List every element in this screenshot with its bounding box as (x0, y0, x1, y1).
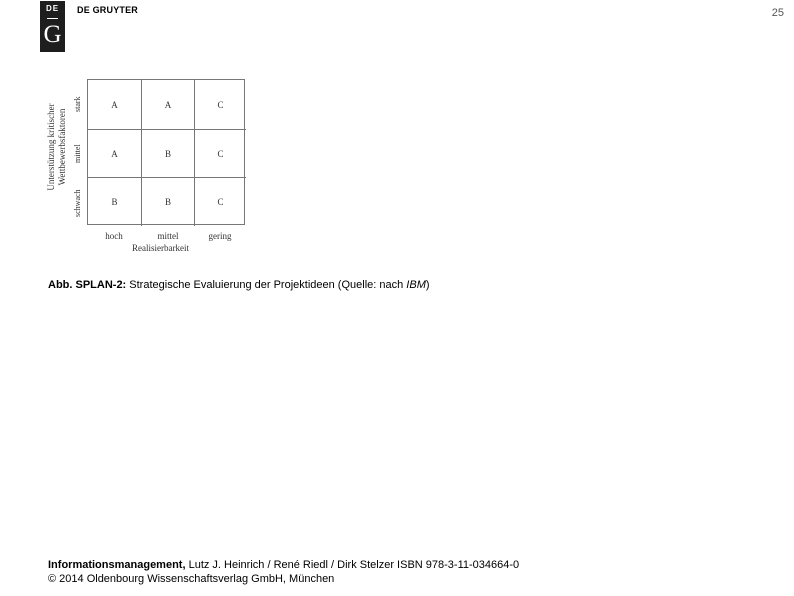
footer-authors: Lutz J. Heinrich / René Riedl / Dirk Stelzer ISBN 978-3-11-034664-0 (185, 559, 520, 571)
logo-divider (47, 18, 58, 19)
col-label-mittel: mittel (157, 231, 179, 241)
y-axis-label-line1: Unterstützung kritischer (46, 103, 56, 191)
caption-text: Strategische Evaluierung der Projektideen (Quelle: nach (126, 279, 407, 291)
matrix-cell: C (217, 197, 224, 207)
page-number: 25 (771, 7, 784, 19)
x-axis-label: Realisierbarkeit (132, 243, 189, 253)
col-label-hoch: hoch (105, 231, 123, 241)
row-label-schwach: schwach (73, 189, 82, 217)
matrix-cell: B (142, 178, 195, 226)
footer-line1 (48, 558, 519, 572)
footer-book-title: Informationsmanagement, (48, 559, 186, 571)
de-gruyter-logo (40, 1, 65, 52)
matrix-cell: A (88, 130, 142, 178)
row-label-mittel: mittel (73, 144, 82, 163)
page-footer (48, 558, 519, 586)
matrix-cell: C (195, 80, 246, 130)
y-axis-label-line2: Wettbewerbsfaktoren (57, 108, 67, 186)
matrix-cell: A (88, 80, 142, 130)
matrix-cell: B (142, 130, 195, 178)
matrix-cell: C (195, 130, 246, 178)
caption-close: ) (425, 279, 430, 291)
col-label-gering: gering (208, 231, 232, 241)
figure-caption (48, 279, 430, 291)
publisher-name: DE GRUYTER (77, 5, 139, 15)
caption-source: IBM (406, 279, 426, 291)
logo-g-letter: G (43, 21, 62, 48)
evaluation-matrix (87, 79, 245, 225)
matrix-cell: A (142, 80, 195, 130)
footer-copyright: © 2014 Oldenbourg Wissenschaftsverlag GmbH, München (48, 573, 335, 585)
caption-label: Abb. SPLAN-2: (48, 279, 127, 291)
row-label-stark: stark (73, 96, 82, 112)
matrix-cell: B (88, 178, 142, 226)
logo-de-text: DE (45, 4, 60, 13)
